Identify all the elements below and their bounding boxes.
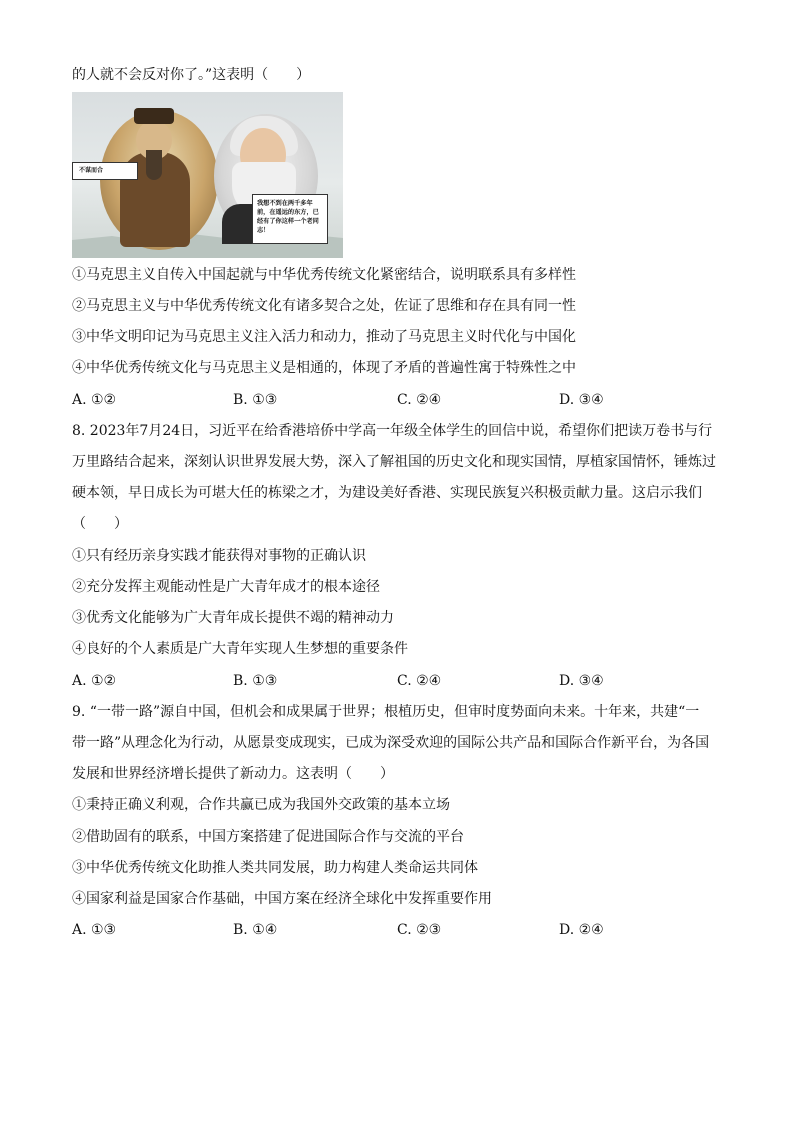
- q9-option-a[interactable]: A. ①③: [72, 922, 117, 938]
- confucius-hat: [134, 108, 174, 124]
- q8-stem-line-2: 万里路结合起来，深刻认识世界发展大势，深入了解祖国的历史文化和现实国情，厚植家国情怀，锤炼过: [72, 454, 716, 470]
- q9-option-c[interactable]: C. ②③: [397, 922, 442, 938]
- q8-option-d[interactable]: D. ③④: [559, 673, 604, 689]
- q9-options: [72, 921, 632, 939]
- q9-stem-line-1: 9. “一带一路”源自中国，但机会和成果属于世界；根植历史，但审时度势面向未来。十年来，共建“一: [72, 704, 700, 720]
- q7-option-a[interactable]: A. ①②: [72, 392, 117, 408]
- q9-statement-2: ②借助固有的联系，中国方案搭建了促进国际合作与交流的平台: [72, 829, 464, 845]
- illustration-confucius-marx: [72, 92, 343, 258]
- q9-statement-1: ①秉持正确义利观，合作共赢已成为我国外交政策的基本立场: [72, 797, 450, 813]
- q9-option-b[interactable]: B. ①④: [233, 922, 278, 938]
- q8-stem-line-1: 8. 2023年7月24日，习近平在给香港培侨中学高一年级全体学生的回信中说，希望你们把读万卷书与行: [72, 423, 713, 439]
- q8-options: [72, 672, 632, 690]
- q7-option-c[interactable]: C. ②④: [397, 392, 442, 408]
- q8-statement-1: ①只有经历亲身实践才能获得对事物的正确认识: [72, 548, 366, 564]
- q9-statement-4: ④国家利益是国家合作基础，中国方案在经济全球化中发挥重要作用: [72, 891, 492, 907]
- q7-option-b[interactable]: B. ①③: [233, 392, 278, 408]
- q8-statement-2: ②充分发挥主观能动性是广大青年成才的根本途径: [72, 579, 380, 595]
- q8-stem-line-4: （ ）: [72, 516, 128, 532]
- q7-option-d[interactable]: D. ③④: [559, 392, 604, 408]
- q8-statement-4: ④良好的个人素质是广大青年实现人生梦想的重要条件: [72, 641, 408, 657]
- intro-line: 的人就不会反对你了。”这表明（ ）: [72, 67, 311, 83]
- q8-stem-line-3: 硬本领，早日成长为可堪大任的栋梁之才，为建设美好香港、实现民族复兴积极贡献力量。这启示我们: [72, 485, 702, 501]
- q9-statement-3: ③中华优秀传统文化助推人类共同发展，助力构建人类命运共同体: [72, 860, 478, 876]
- q7-statement-4: ④中华优秀传统文化与马克思主义是相通的，体现了矛盾的普遍性寓于特殊性之中: [72, 360, 576, 376]
- q8-option-c[interactable]: C. ②④: [397, 673, 442, 689]
- q9-stem-line-3: 发展和世界经济增长提供了新动力。这表明（ ）: [72, 766, 394, 782]
- speech-bubble-right: 我想不到在两千多年前，在遥远的东方，已经有了你这样一个老同志！: [252, 194, 328, 244]
- q7-statement-1: ①马克思主义自传入中国起就与中华优秀传统文化紧密结合，说明联系具有多样性: [72, 267, 576, 283]
- speech-bubble-left: 不谋而合: [72, 162, 138, 180]
- confucius-beard: [146, 150, 162, 180]
- q8-option-b[interactable]: B. ①③: [233, 673, 278, 689]
- q7-statement-2: ②马克思主义与中华优秀传统文化有诸多契合之处，佐证了思维和存在具有同一性: [72, 298, 576, 314]
- q9-option-d[interactable]: D. ②④: [559, 922, 604, 938]
- q7-options: [72, 391, 632, 409]
- q8-option-a[interactable]: A. ①②: [72, 673, 117, 689]
- q9-stem-line-2: 带一路”从理念化为行动，从愿景变成现实，已成为深受欢迎的国际公共产品和国际合作新平台，为各国: [72, 735, 710, 751]
- q8-statement-3: ③优秀文化能够为广大青年成长提供不竭的精神动力: [72, 610, 394, 626]
- q7-statement-3: ③中华文明印记为马克思主义注入活力和动力，推动了马克思主义时代化与中国化: [72, 329, 576, 345]
